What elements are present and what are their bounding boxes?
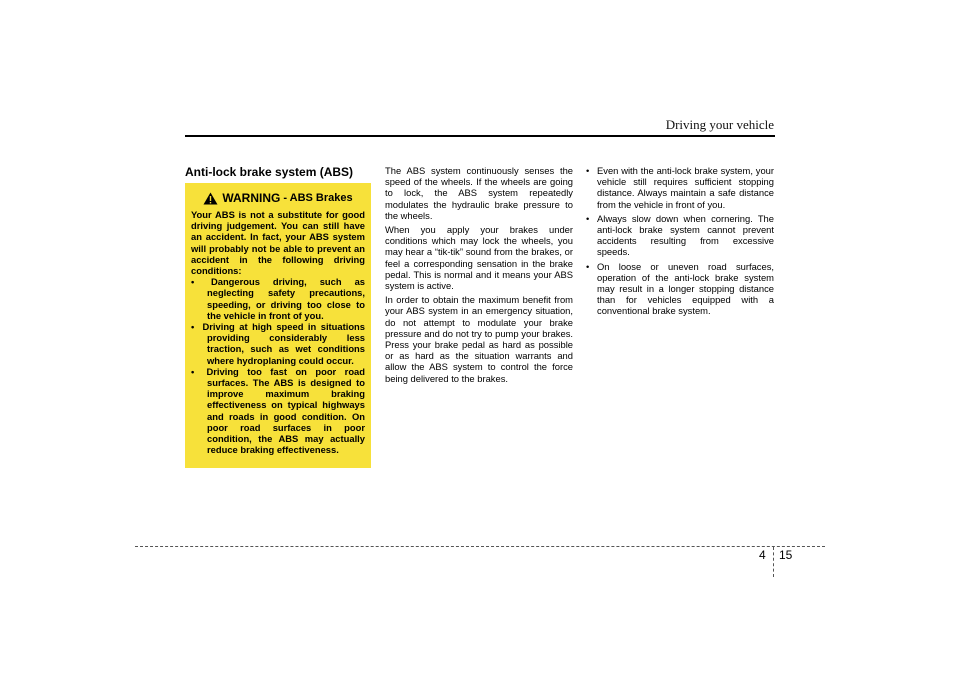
- chapter-number: 4: [759, 548, 766, 562]
- warning-list: [191, 276, 365, 455]
- warning-subtitle: - ABS Brakes: [283, 192, 353, 204]
- bullet: •: [586, 260, 590, 272]
- body-bullet-list: [586, 165, 774, 317]
- footer-rule: [135, 546, 825, 547]
- bullet: •: [191, 276, 195, 288]
- body-bullet-item: [586, 165, 774, 210]
- warning-item: [191, 321, 365, 366]
- warning-item: [191, 366, 365, 456]
- body-bullet-item: [586, 261, 774, 317]
- header-title: Driving your vehicle: [665, 117, 774, 132]
- body-paragraph: When you apply your brakes under conditions which may lock the wheels, you may hear a “tik-tik” sound from the brakes, or feel a corresponding sensation in the brake pedal. This is normal and it means your ABS system is active.: [385, 224, 573, 292]
- warning-item-text: Driving too fast on poor road surfaces. The ABS is designed to improve maximum braking effectiveness on typical highways and roads in good condition. On poor road surfaces in poor condition, the ABS may actually reduce braking effectiveness.: [206, 365, 365, 456]
- body-column-middle: [385, 165, 573, 387]
- page-number: 15: [779, 548, 793, 562]
- warning-box: [185, 183, 371, 468]
- warning-label: WARNING: [222, 191, 281, 205]
- warning-item-text: Dangerous driving, such as neglecting safety precautions, speeding, or driving too close to the vehicle in front of you.: [207, 276, 365, 321]
- body-bullet-text: On loose or uneven road surfaces, operation of the anti-lock brake system may result in a longer stopping distance than for vehicles equipped with a conventional brake system.: [597, 260, 774, 317]
- bullet: •: [586, 165, 590, 176]
- body-column-right: [586, 165, 774, 320]
- body-bullet-text: Even with the anti-lock brake system, your vehicle still requires sufficient stopping distance. Always maintain a safe distance from the vehicle in front of you.: [597, 165, 774, 210]
- warning-intro: Your ABS is not a substitute for good driving judgement. You can still have an accident. In fact, your ABS system will probably not be able to prevent an accident in the following driving conditions:: [191, 209, 365, 277]
- body-paragraph: The ABS system continuously senses the speed of the wheels. If the wheels are going to lock, the ABS system repeatedly modulates the hydraulic brake pressure to the wheels.: [385, 165, 573, 221]
- body-paragraph: In order to obtain the maximum benefit from your ABS system in an emergency situation, do not attempt to modulate your brake pressure and do not try to pump your brakes. Press your brake pedal as hard as possible or as hard as the situation warrants and allow the ABS system to control the force being delivered to the brakes.: [385, 294, 573, 384]
- bullet: •: [586, 212, 590, 224]
- warning-item: [191, 276, 365, 321]
- page-separator: [773, 547, 774, 577]
- header-rule: [185, 135, 775, 137]
- bullet: •: [191, 321, 195, 333]
- warning-item-text: Driving at high speed in situations providing considerably less traction, such as wet conditions where hydroplaning could occur.: [202, 321, 365, 366]
- body-bullet-text: Always slow down when cornering. The anti-lock brake system cannot prevent accidents resulting from excessive speeds.: [597, 212, 774, 258]
- warning-header: [191, 191, 365, 205]
- warning-triangle-icon: [203, 192, 218, 205]
- bullet: •: [191, 365, 195, 377]
- section-title: Anti-lock brake system (ABS): [185, 165, 354, 179]
- body-bullet-item: [586, 213, 774, 258]
